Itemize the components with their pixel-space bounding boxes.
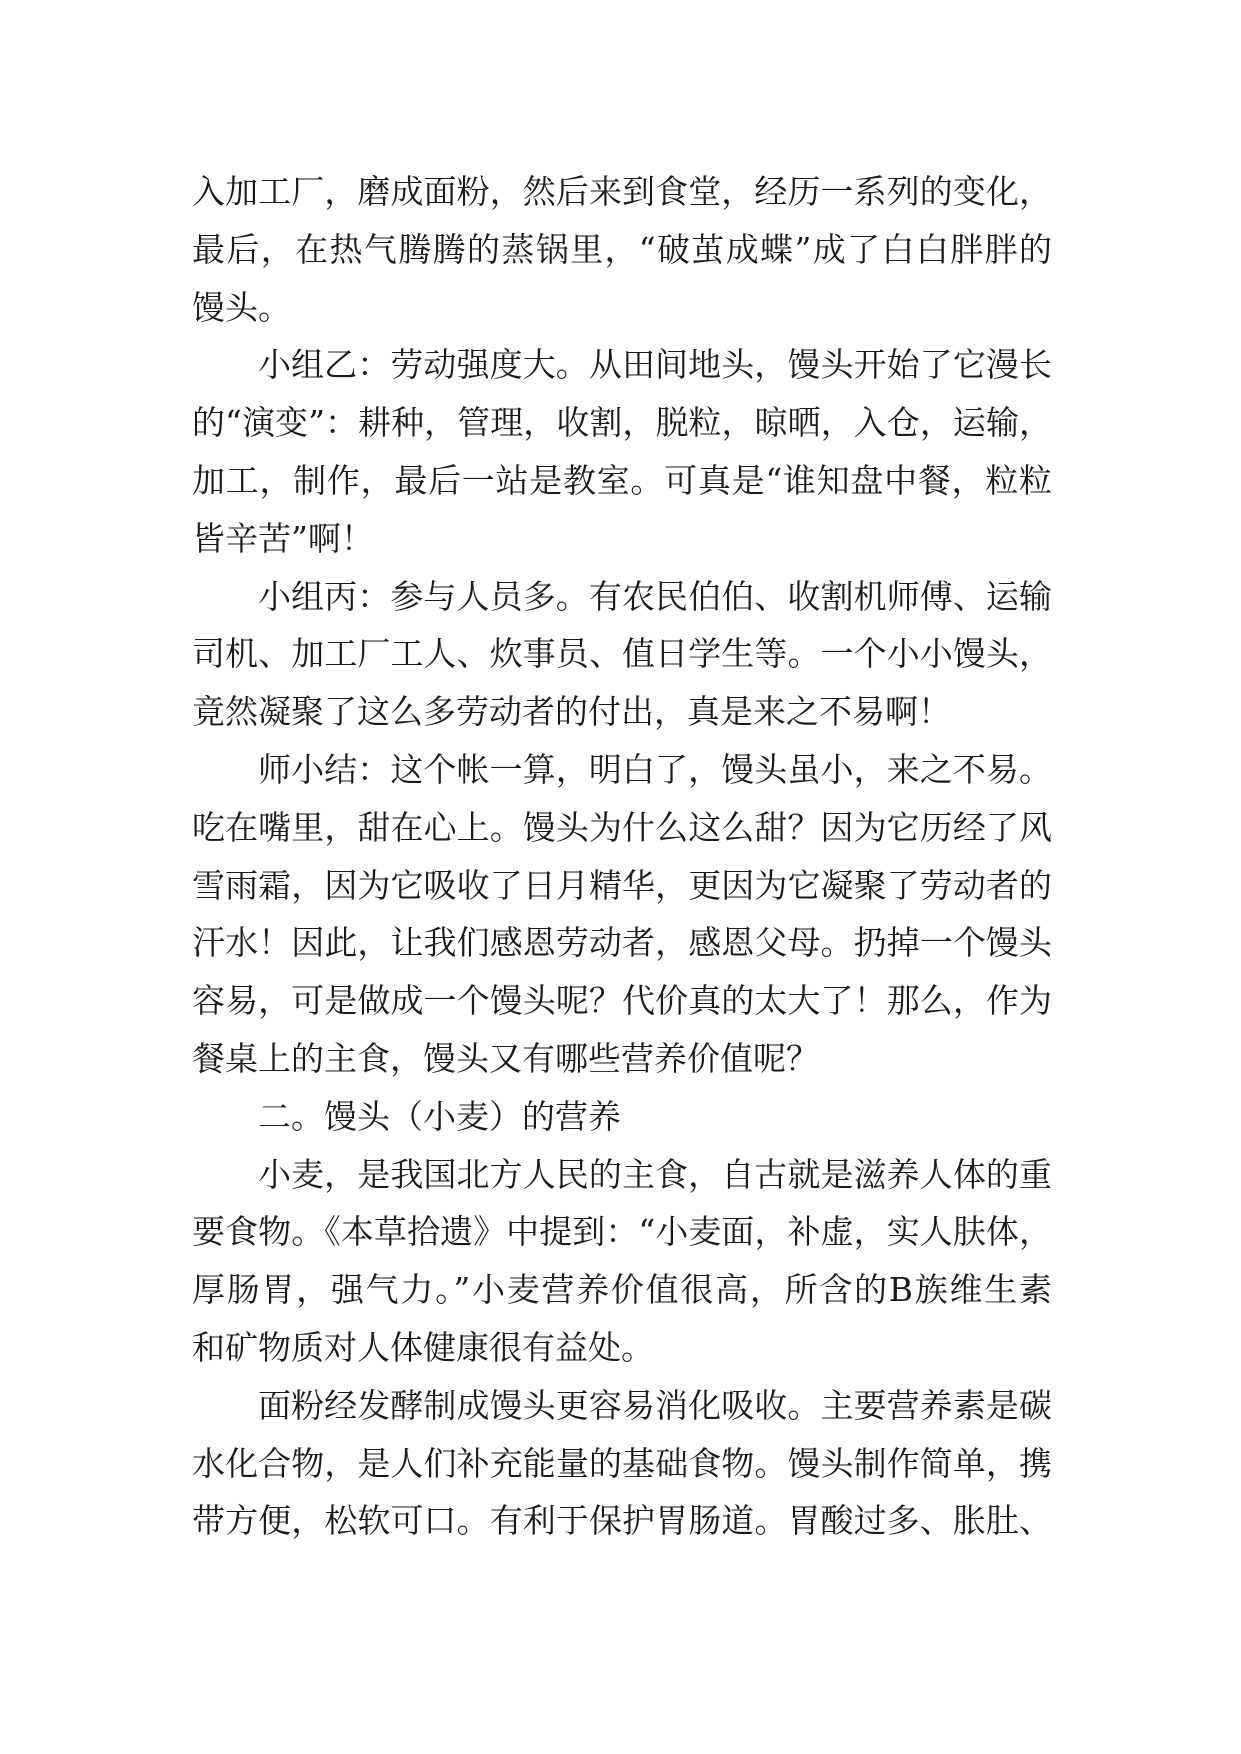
- text-line: 入加工厂，磨成面粉，然后来到食堂，经历一系列的变化，: [192, 172, 1052, 211]
- text-line: 竟然凝聚了这么多劳动者的付出，真是来之不易啊！: [192, 692, 951, 732]
- text-line: 司机、加工厂工人、炊事员、值日学生等。一个小小馒头，: [192, 634, 1052, 674]
- text-line: 吃在嘴里，甜在心上。馒头为什么这么甜？因为它历经了风: [192, 807, 1052, 847]
- text-line: 师小结：这个帐一算，明白了，馒头虽小，来之不易。: [258, 749, 1052, 789]
- text-line: 的“演变”：耕种，管理，收割，脱粒，晾晒，入仓，运输，: [192, 403, 1052, 443]
- text-line: 加工，制作，最后一站是教室。可真是“谁知盘中餐，粒粒: [192, 460, 1052, 500]
- text-line: 小麦，是我国北方人民的主食，自古就是滋养人体的重: [258, 1154, 1052, 1194]
- text-line: 汗水！因此，让我们感恩劳动者，感恩父母。扔掉一个馒头: [192, 923, 1052, 963]
- text-line: 最后，在热气腾腾的蒸锅里，“破茧成蝶”成了白白胖胖的: [192, 229, 1052, 269]
- text-line: 容易，可是做成一个馒头呢？代价真的太大了！那么，作为: [192, 981, 1052, 1021]
- text-line: 要食物。《本草拾遗》中提到：“小麦面，补虚，实人肤体，: [192, 1212, 1052, 1252]
- paragraph: [192, 741, 1052, 1088]
- heading-line: 二。馒头（小麦）的营养: [258, 1096, 621, 1136]
- text-line: 馒头。: [192, 287, 291, 327]
- section-heading: [192, 1088, 1052, 1146]
- text-line: 带方便，松软可口。有利于保护胃肠道。胃酸过多、胀肚、: [192, 1501, 1052, 1541]
- text-line: 小组丙：参与人员多。有农民伯伯、收割机师傅、运输: [258, 576, 1052, 616]
- paragraph: [192, 163, 1052, 336]
- text-line: 皆辛苦”啊！: [192, 518, 374, 558]
- text-line: 餐桌上的主食，馒头又有哪些营养价值呢？: [192, 1038, 819, 1078]
- text-line: 小组乙：劳动强度大。从田间地头，馒头开始了它漫长: [258, 345, 1052, 385]
- paragraph: [192, 1146, 1052, 1377]
- text-line: 和矿物质对人体健康很有益处。: [192, 1327, 654, 1367]
- text-line: 雪雨霜，因为它吸收了日月精华，更因为它凝聚了劳动者的: [192, 865, 1052, 905]
- paragraph: [192, 336, 1052, 567]
- paragraph: [192, 568, 1052, 741]
- text-line: 水化合物，是人们补充能量的基础食物。馒头制作简单，携: [192, 1443, 1052, 1483]
- text-line: 厚肠胃，强气力。”小麦营养价值很高，所含的B族维生素: [192, 1270, 1052, 1310]
- text-line: 面粉经发酵制成馒头更容易消化吸收。主要营养素是碳: [258, 1385, 1052, 1425]
- paragraph: [192, 1377, 1052, 1550]
- body-text: [192, 163, 1052, 1550]
